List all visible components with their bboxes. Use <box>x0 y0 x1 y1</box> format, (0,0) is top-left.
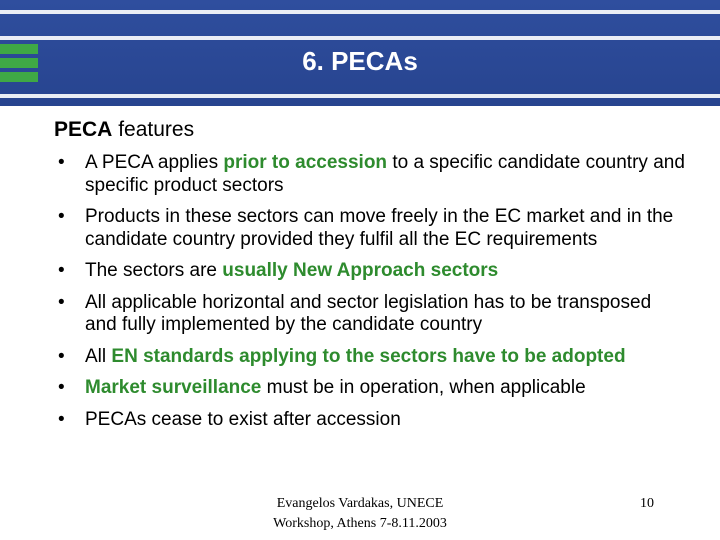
bullet-text: must be in operation, when applicable <box>261 377 586 398</box>
bullet-list <box>58 152 688 440</box>
footer-line-author: Evangelos Vardakas, UNECE <box>276 496 444 511</box>
bullet-text: A PECA applies <box>85 152 224 173</box>
bullet-item <box>58 409 688 432</box>
bullet-item <box>58 292 688 337</box>
title-banner <box>0 0 720 106</box>
bullet-highlight: EN standards applying to the sectors have to be adopted <box>111 345 626 367</box>
banner-stripe <box>0 94 720 98</box>
subtitle-rest: features <box>112 118 195 141</box>
footer-credit <box>250 494 470 534</box>
bullet-highlight: usually New Approach sectors <box>222 260 499 281</box>
bullet-text: All <box>85 345 112 367</box>
bullet-item <box>58 346 688 369</box>
banner-stripe <box>0 10 720 14</box>
bullet-text: All applicable horizontal and sector legislation has to be transposed and fully implemented by the candidate country <box>85 291 652 335</box>
bullet-highlight: prior to accession <box>223 152 388 173</box>
slide-subtitle <box>54 118 194 142</box>
bullet-text: to a specific candidate country and specific product sectors <box>85 152 685 196</box>
bullet-text: Products in these sectors can move freely in the EC market and in the candidate country provided they fulfil all the EC requirements <box>85 206 674 250</box>
subtitle-bold: PECA <box>54 118 113 141</box>
bullet-text: The sectors are <box>85 260 223 281</box>
bullet-highlight: Market surveillance <box>85 377 262 398</box>
bullet-item <box>58 377 688 400</box>
bullet-item <box>58 152 688 197</box>
bullet-item <box>58 206 688 251</box>
bullet-text: PECAs cease to exist after accession <box>85 408 401 430</box>
slide-title: 6. PECAs <box>302 46 418 76</box>
page-number: 10 <box>640 496 654 511</box>
footer-line-event: Workshop, Athens 7-8.11.2003 <box>273 516 447 531</box>
banner-stripe <box>0 36 720 40</box>
bullet-item <box>58 260 688 283</box>
